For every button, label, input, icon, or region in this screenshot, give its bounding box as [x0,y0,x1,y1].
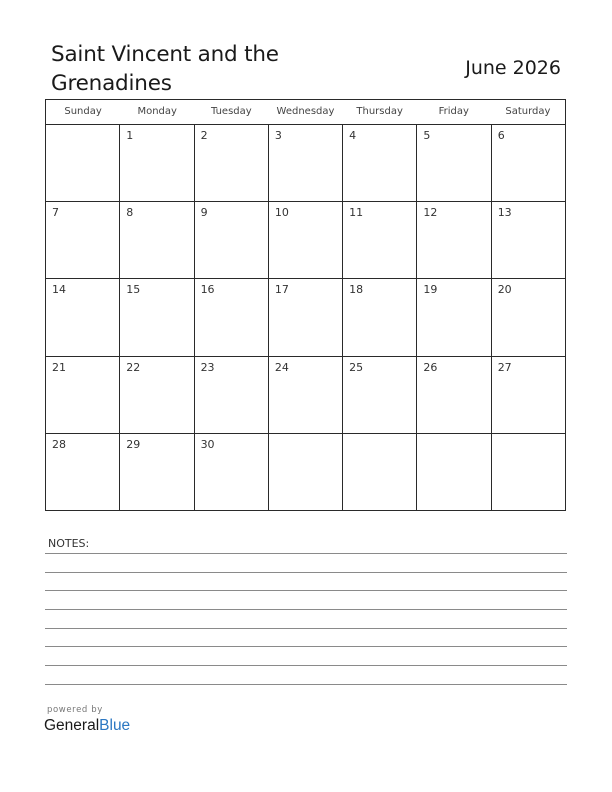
day-cell [492,434,565,510]
note-line [45,609,567,610]
weekday-header-row [46,100,565,125]
weekday-monday: Monday [137,106,177,117]
day-cell: 19 [417,279,491,355]
week-row-4 [46,357,565,434]
day-cell: 26 [417,357,491,433]
week-row-1 [46,125,565,202]
day-cell: 8 [120,202,194,278]
calendar-grid [45,99,566,511]
weekday-sunday: Sunday [64,106,102,117]
weekday-thursday: Thursday [356,106,403,117]
day-cell: 22 [120,357,194,433]
day-cell: 7 [46,202,120,278]
title-line-2: Grenadines [51,71,172,96]
weeks-container [46,125,565,510]
day-cell: 4 [343,125,417,201]
day-cell: 17 [269,279,343,355]
day-cell: 10 [269,202,343,278]
week-row-3 [46,279,565,356]
day-cell: 29 [120,434,194,510]
note-line [45,553,567,554]
day-cell: 21 [46,357,120,433]
day-cell: 1 [120,125,194,201]
day-cell: 11 [343,202,417,278]
brand-name-part2: Blue [99,717,131,734]
day-cell: 9 [195,202,269,278]
day-cell: 24 [269,357,343,433]
day-cell: 15 [120,279,194,355]
powered-by-text: powered by [47,705,103,715]
brand-logo [44,717,130,735]
day-cell: 28 [46,434,120,510]
day-cell: 20 [497,283,512,297]
day-cell: 5 [417,125,491,201]
week-row-2 [46,202,565,279]
day-cell: 30 [195,434,269,510]
weekday-wednesday: Wednesday [276,106,335,117]
day-cell [417,434,491,510]
week-row-5 [46,434,565,510]
day-cell: 6 [497,129,505,142]
day-cell [343,434,417,510]
note-line [45,590,567,591]
weekday-saturday: Saturday [505,106,551,117]
title-line-1: Saint Vincent and the [51,42,279,67]
note-line [45,684,567,685]
note-line [45,628,567,629]
day-cell [46,125,120,201]
day-cell: 25 [343,357,417,433]
day-cell: 16 [195,279,269,355]
day-cell [269,434,343,510]
page-title [51,40,371,98]
note-line [45,646,567,647]
day-cell: 13 [497,206,512,220]
day-cell: 14 [46,279,120,355]
note-line [45,665,567,666]
day-cell: 27 [497,360,512,374]
day-cell: 2 [195,125,269,201]
month-label: June 2026 [465,57,561,79]
note-line [45,572,567,573]
day-cell: 18 [343,279,417,355]
day-cell: 12 [417,202,491,278]
brand-name-part1: General [44,717,100,734]
notes-label: NOTES: [48,537,90,550]
weekday-tuesday: Tuesday [211,106,252,117]
day-cell: 23 [195,357,269,433]
weekday-friday: Friday [438,106,469,117]
day-cell: 3 [269,125,343,201]
